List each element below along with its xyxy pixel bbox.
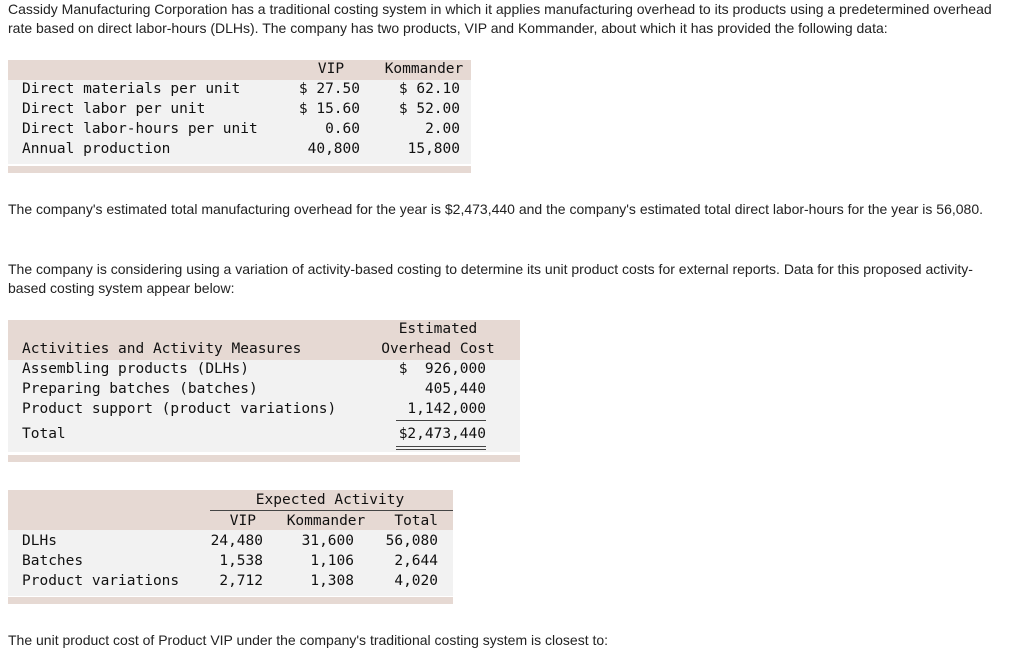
expected-row-total: 2,644	[394, 553, 438, 569]
activity-row-cost: 1,142,000	[407, 401, 486, 417]
product-header-kommander: Kommander	[384, 61, 464, 77]
expected-row-kommander: 31,600	[301, 533, 354, 549]
activity-header-overhead-cost: Overhead Cost	[381, 341, 495, 357]
expected-row-vip: 2,712	[219, 573, 263, 589]
activity-total-cost: $2,473,440	[398, 426, 486, 442]
expected-table-footer-band	[8, 597, 453, 604]
product-row-label: Annual production	[22, 141, 171, 157]
activity-header-label: Activities and Activity Measures	[22, 341, 302, 357]
expected-row-total: 4,020	[394, 573, 438, 589]
expected-header-vip: VIP	[229, 513, 256, 529]
expected-row-label: DLHs	[22, 533, 57, 549]
activity-row-label: Assembling products (DLHs)	[22, 361, 249, 377]
expected-header-total: Total	[394, 513, 438, 529]
expected-row-kommander: 1,106	[310, 553, 354, 569]
question-text: The unit product cost of Product VIP under the company's traditional costing system is closest to:	[8, 632, 609, 648]
product-row-vip: $ 27.50	[298, 81, 360, 97]
activity-row-cost: 405,440	[424, 381, 486, 397]
intro-paragraph: Cassidy Manufacturing Corporation has a traditional costing system in which it applies manufacturing overhead to its products using a predetermined overhead rate based on direct labor-hours (DLHs). The company has two products, VIP and Kommander, about which it has provided the following data:	[8, 1, 992, 36]
expected-row-vip: 24,480	[210, 533, 263, 549]
activity-table-footer-band	[8, 455, 520, 462]
expected-row-kommander: 1,308	[310, 573, 354, 589]
activity-row-label: Preparing batches (batches)	[22, 381, 258, 397]
product-row-kommander: $ 52.00	[398, 101, 460, 117]
product-row-kommander: 2.00	[425, 121, 460, 137]
expected-row-label: Product variations	[22, 573, 180, 589]
total-double-rule-bottom	[396, 449, 486, 450]
overhead-paragraph: The company's estimated total manufacturing overhead for the year is $2,473,440 and the company's estimated total direct labor-hours for the year is 56,080.	[8, 201, 984, 217]
product-row-vip: $ 15.60	[298, 101, 360, 117]
activity-total-label: Total	[22, 426, 66, 442]
activity-row-label: Product support (product variations)	[22, 401, 337, 417]
product-row-label: Direct labor-hours per unit	[22, 121, 258, 137]
subtotal-rule	[396, 420, 486, 421]
product-header-vip: VIP	[317, 61, 345, 77]
abc-paragraph: The company is considering using a variation of activity-based costing to determine its unit product costs for external reports. Data for this proposed activity-based costing system appear below:	[8, 261, 973, 296]
product-table-footer-band	[8, 166, 471, 173]
product-row-vip: 0.60	[325, 121, 360, 137]
product-row-label: Direct materials per unit	[22, 81, 241, 97]
activity-header-estimated: Estimated	[398, 321, 478, 337]
expected-row-label: Batches	[22, 553, 84, 569]
expected-activity-title: Expected Activity	[255, 492, 405, 508]
expected-header-kommander: Kommander	[286, 513, 366, 529]
expected-row-vip: 1,538	[219, 553, 263, 569]
product-row-kommander: 15,800	[407, 141, 460, 157]
expected-row-total: 56,080	[385, 533, 438, 549]
product-row-vip: 40,800	[307, 141, 360, 157]
activity-row-cost: $ 926,000	[398, 361, 486, 377]
total-double-rule-top	[396, 446, 486, 447]
product-row-kommander: $ 62.10	[398, 81, 460, 97]
product-row-label: Direct labor per unit	[22, 101, 206, 117]
